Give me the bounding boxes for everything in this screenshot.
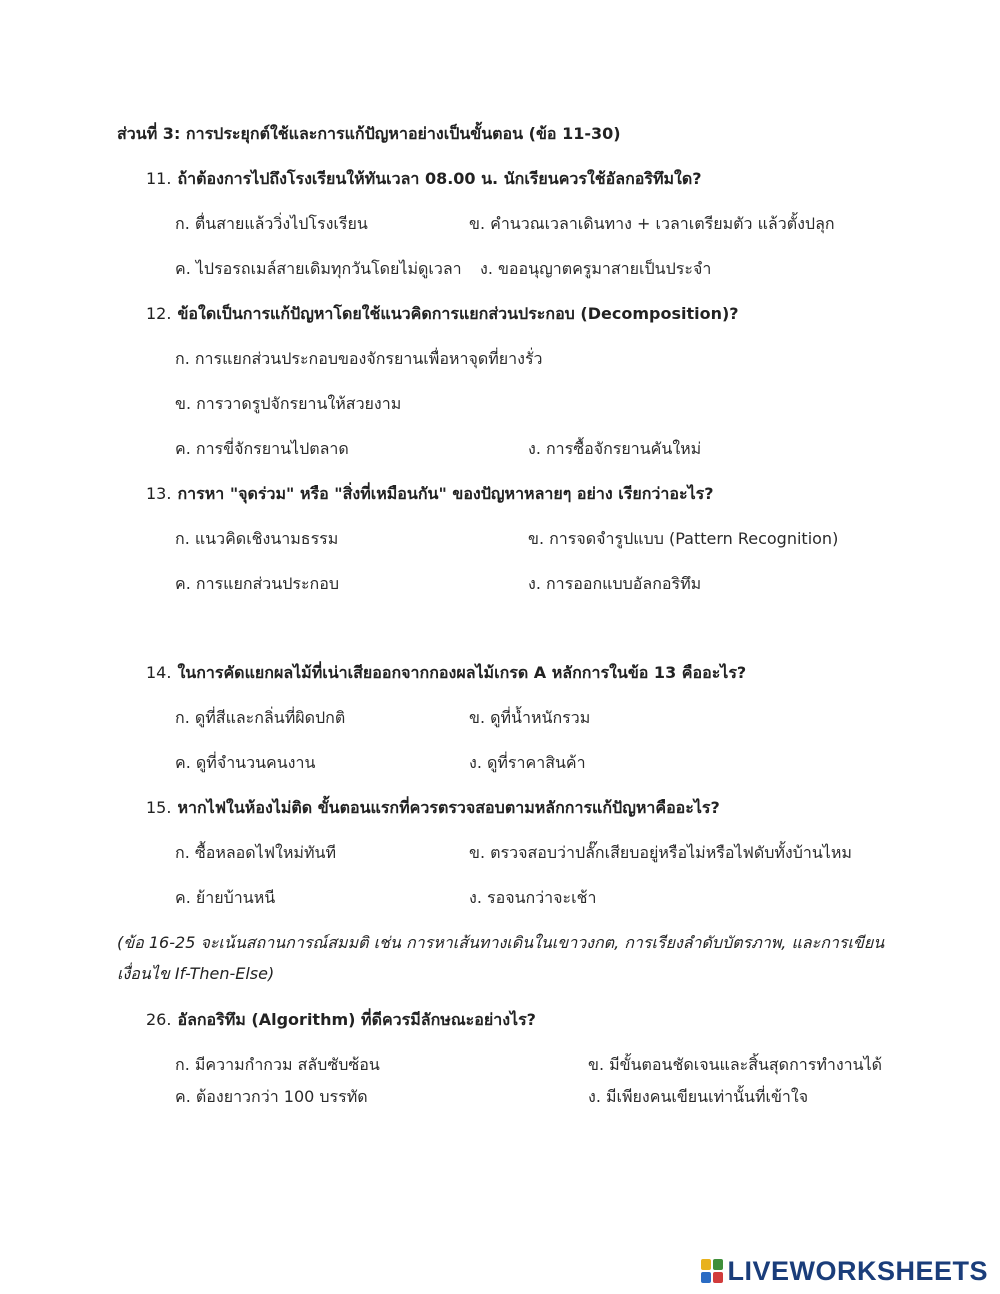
q12-option-b[interactable]: ข. การวาดรูปจักรยานให้สวยงาม <box>175 394 402 413</box>
q11-option-b[interactable]: ข. คำนวณเวลาเดินทาง + เวลาเตรียมตัว แล้วตั้งปลุก <box>469 214 835 233</box>
note-line-1: (ข้อ 16-25 จะเน้นสถานการณ์สมมติ เช่น การหาเส้นทางเดินในเขาวงกต, การเรียงลำดับบัตรภาพ, และการเขียน <box>117 933 885 952</box>
question-number: 13. <box>146 484 172 503</box>
question-text: ข้อใดเป็นการแก้ปัญหาโดยใช้แนวคิดการแยกส่วนประกอบ (Decomposition)? <box>177 304 739 323</box>
liveworksheets-logo <box>701 1256 988 1286</box>
q11-option-c[interactable]: ค. ไปรอรถเมล์สายเดิมทุกวันโดยไม่ดูเวลา <box>175 259 462 278</box>
q26-option-b[interactable]: ข. มีขั้นตอนชัดเจนและสิ้นสุดการทำงานได้ <box>588 1055 883 1074</box>
q15-option-a[interactable]: ก. ซื้อหลอดไฟใหม่ทันที <box>175 843 336 862</box>
brand-name: LIVEWORKSHEETS <box>727 1255 988 1286</box>
question-11 <box>146 167 702 191</box>
q11-option-d[interactable]: ง. ขออนุญาตครูมาสายเป็นประจำ <box>480 259 712 278</box>
section-title: ส่วนที่ 3: การประยุกต์ใช้และการแก้ปัญหาอย่างเป็นขั้นตอน (ข้อ 11-30) <box>117 124 621 143</box>
q14-option-c[interactable]: ค. ดูที่จำนวนคนงาน <box>175 753 316 772</box>
q13-option-b[interactable]: ข. การจดจำรูปแบบ (Pattern Recognition) <box>528 529 839 548</box>
question-text: ในการคัดแยกผลไม้ที่เน่าเสียออกจากกองผลไม้เกรด A หลักการในข้อ 13 คืออะไร? <box>177 663 747 682</box>
q15-option-c[interactable]: ค. ย้ายบ้านหนี <box>175 888 276 907</box>
q12-option-a[interactable]: ก. การแยกส่วนประกอบของจักรยานเพื่อหาจุดที่ยางรั่ว <box>175 349 543 368</box>
question-13 <box>146 482 714 506</box>
q13-option-d[interactable]: ง. การออกแบบอัลกอริทึม <box>528 574 702 593</box>
note-line-2: เงื่อนไข If-Then-Else) <box>117 964 275 983</box>
q15-option-d[interactable]: ง. รอจนกว่าจะเช้า <box>469 888 597 907</box>
q12-option-c[interactable]: ค. การขี่จักรยานไปตลาด <box>175 439 349 458</box>
q13-option-a[interactable]: ก. แนวคิดเชิงนามธรรม <box>175 529 339 548</box>
question-text: การหา "จุดร่วม" หรือ "สิ่งที่เหมือนกัน" ของปัญหาหลายๆ อย่าง เรียกว่าอะไร? <box>177 484 714 503</box>
q26-option-c[interactable]: ค. ต้องยาวกว่า 100 บรรทัด <box>175 1087 368 1106</box>
q13-option-c[interactable]: ค. การแยกส่วนประกอบ <box>175 574 339 593</box>
q26-option-a[interactable]: ก. มีความกำกวม สลับซับซ้อน <box>175 1055 380 1074</box>
q14-option-d[interactable]: ง. ดูที่ราคาสินค้า <box>469 753 586 772</box>
question-number: 12. <box>146 304 172 323</box>
q11-option-a[interactable]: ก. ตื่นสายแล้ววิ่งไปโรงเรียน <box>175 214 368 233</box>
liveworksheets-logo-icon <box>701 1259 723 1283</box>
question-26 <box>146 1008 536 1032</box>
question-number: 11. <box>146 169 172 188</box>
question-12 <box>146 302 739 326</box>
question-text: ถ้าต้องการไปถึงโรงเรียนให้ทันเวลา 08.00 น. นักเรียนควรใช้อัลกอริทึมใด? <box>177 169 702 188</box>
question-number: 14. <box>146 663 172 682</box>
question-text: หากไฟในห้องไม่ติด ขั้นตอนแรกที่ควรตรวจสอบตามหลักการแก้ปัญหาคืออะไร? <box>177 798 720 817</box>
q14-option-b[interactable]: ข. ดูที่น้ำหนักรวม <box>469 708 591 727</box>
question-14 <box>146 661 746 685</box>
question-number: 15. <box>146 798 172 817</box>
question-number: 26. <box>146 1010 172 1029</box>
question-15 <box>146 796 720 820</box>
question-text: อัลกอริทึม (Algorithm) ที่ดีควรมีลักษณะอย่างไร? <box>177 1010 536 1029</box>
q26-option-d[interactable]: ง. มีเพียงคนเขียนเท่านั้นที่เข้าใจ <box>588 1087 809 1106</box>
q14-option-a[interactable]: ก. ดูที่สีและกลิ่นที่ผิดปกติ <box>175 708 346 727</box>
q15-option-b[interactable]: ข. ตรวจสอบว่าปลั๊กเสียบอยู่หรือไม่หรือไฟดับทั้งบ้านไหม <box>469 843 852 862</box>
q12-option-d[interactable]: ง. การซื้อจักรยานคันใหม่ <box>528 439 702 458</box>
